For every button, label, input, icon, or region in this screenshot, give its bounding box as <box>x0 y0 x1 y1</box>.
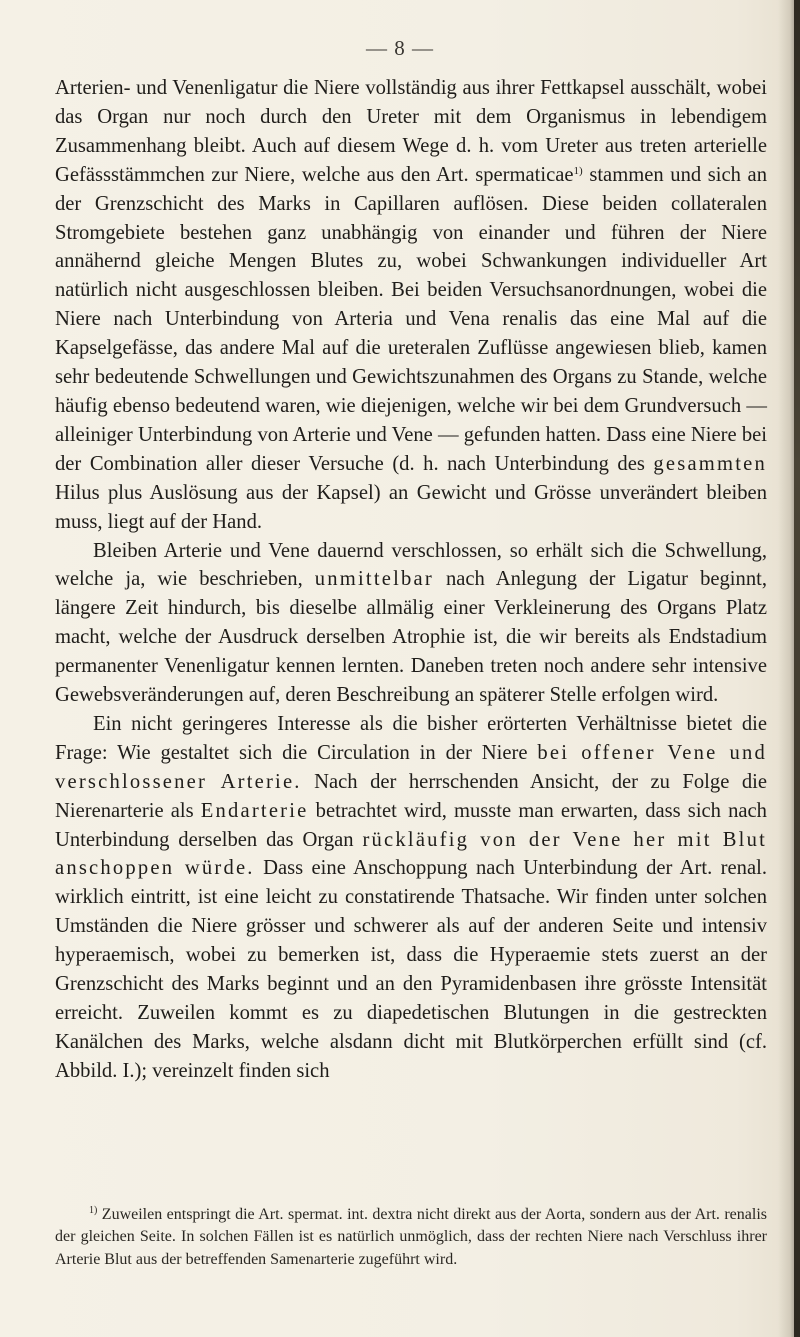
paragraph-3-text-end: Dass eine Anschoppung nach Unterbindung der Art. renal. wirklich eintritt, ist eine leicht zu constatirende Thatsache. Wir finden unter solchen Umständen die Niere grösser und schwerer als auf der anderen Seite und intensiv hyperaemisch, wobei zu bemerken ist, dass die Hyperaemie stets zuerst an der Grenzschicht des Marks beginnt und an den Pyramidenbasen ihre grösste Intensität erreicht. Zuweilen kommt es zu diapedetischen Blutungen in die gestreckten Kanälchen des Marks, welche alsdann dicht mit Blutkörperchen erfüllt sind (cf. Abbild. I.); vereinzelt finden sich <box>55 857 767 1082</box>
paragraph-2 <box>55 537 767 710</box>
footnote-reference: 1) <box>573 164 583 177</box>
emphasis-endarterie: Endarterie <box>200 799 309 822</box>
emphasis-unmittelbar: unmittelbar <box>314 568 434 591</box>
paragraph-1-text: Arterien- und Venenligatur die Niere vollständig aus ihrer Fettkapsel ausschält, wobei das Organ nur noch durch den Ureter mit dem Organismus in lebendigem Zusammenhang bleibt. Auch auf diesem Wege d. h. vom Ureter aus treten arterielle Gefässstämmchen zur Niere, welche aus den Art. spermaticae <box>55 77 767 186</box>
paragraph-3 <box>55 710 767 1086</box>
paragraph-3-text-mid2: betrachtet wird, musste man erwarten, dass sich nach Unterbindung derselben das Organ <box>55 799 767 851</box>
paragraph-1-text-after: stammen und sich an der Grenzschicht des Marks in Capillaren auflösen. Diese beiden collateralen Stromgebiete bestehen ganz unabhängig von einander und führen der Niere annähernd gleiche Mengen Blutes zu, wobei Schwankungen individueller Art natürlich nicht ausgeschlossen bleiben. Bei beiden Versuchsanordnungen, wobei die Niere nach Unterbindung von Arteria und Vena renalis das eine Mal auf die Kapselgefässe, das andere Mal auf die ureteralen Zuflüsse angewiesen blieb, kamen sehr bedeutende Schwellungen und Gewichtszunahmen des Organs zu Stande, welche häufig ebenso bedeutend waren, wie diejenigen, welche wir bei dem Grundversuch — alleiniger Unterbindung von Arterie und Vene — gefunden hatten. Dass eine Niere bei der Combination aller dieser Versuche (d. h. nach Unterbindung des <box>55 163 767 475</box>
footnote-marker: 1) <box>89 1205 98 1216</box>
paragraph-1-text-end: Hilus plus Auslösung aus der Kapsel) an Gewicht und Grösse unverändert bleiben muss, liegt auf der Hand. <box>55 481 767 533</box>
paragraph-2-text-end: nach Anlegung der Ligatur beginnt, längere Zeit hindurch, bis dieselbe allmälig einer Verkleinerung des Organs Platz macht, welche der Ausdruck derselben Atrophie ist, die wir bereits als Endstadium permanenter Venenligatur kennen lernten. Daneben treten noch andere sehr intensive Gewebsveränderungen auf, deren Beschreibung an späterer Stelle erfolgen wird. <box>55 568 767 707</box>
paragraph-2-text: Bleiben Arterie und Vene dauernd verschlossen, so erhält sich die Schwellung, welche ja, wie beschrieben, <box>55 539 767 591</box>
paragraph-1 <box>55 74 767 537</box>
emphasis-gesammten: gesammten <box>653 452 767 475</box>
page-number: — 8 — <box>366 36 434 60</box>
binding-edge <box>794 0 800 1337</box>
footnote-text: Zuweilen entspringt die Art. spermat. int. dextra nicht direkt aus der Aorta, sondern aus der Art. renalis der gleichen Seite. In solchen Fällen ist es natürlich unmöglich, dass der rechten Niere nach Verschluss ihrer Arterie Blut aus der betreffenden Samenarterie zugeführt wird. <box>55 1206 767 1268</box>
emphasis-rueckläufig: rückläufig von der Vene her mit Blut anschoppen würde. <box>55 828 768 880</box>
emphasis-offener-vene: bei offener Vene und verschlossener Arterie. <box>55 741 767 793</box>
footnote <box>55 1204 767 1271</box>
main-text <box>55 74 767 1086</box>
paragraph-3-text: Ein nicht geringeres Interesse als die bisher erörterten Verhältnisse bietet die Frage: Wie gestaltet sich die Circulation in der Niere <box>55 712 767 764</box>
paragraph-3-text-mid: Nach der herrschenden Ansicht, der zu Folge die Nierenarterie als <box>55 770 767 822</box>
